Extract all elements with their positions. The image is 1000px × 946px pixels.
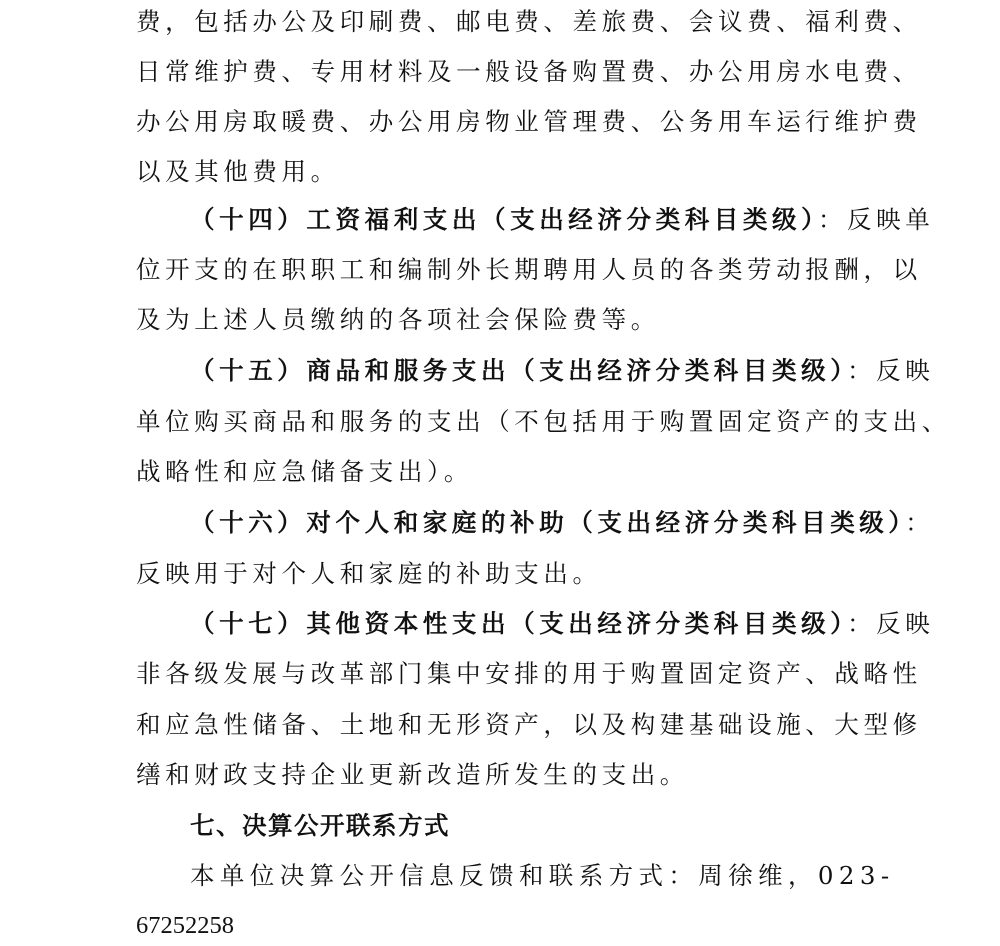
section-16-title: （十六）对个人和家庭的补助（支出经济分类科目类级） [190,508,906,537]
section-17-lead: ：反映 [847,609,935,638]
section-16-first-line [190,503,934,543]
paragraph-line: 战略性和应急储备支出）。 [136,457,473,486]
paragraph-line: 费，包括办公及印刷费、邮电费、差旅费、会议费、福利费、 [136,7,922,36]
paragraph-line: 以及其他费用。 [136,157,340,186]
paragraph-line: 单位购买商品和服务的支出（不包括用于购置固定资产的支出、 [136,407,951,436]
paragraph-line: 和应急性储备、土地和无形资产，以及构建基础设施、大型修 [136,710,922,739]
section-15-title: （十五）商品和服务支出（支出经济分类科目类级） [190,356,848,385]
section-14-first-line [190,200,934,240]
section-17-title: （十七）其他资本性支出（支出经济分类科目类级） [190,609,848,638]
section-15-first-line [190,351,934,391]
paragraph-line: 日常维护费、专用材料及一般设备购置费、办公用房水电费、 [136,57,922,86]
contact-line: 本单位决算公开信息反馈和联系方式：周徐维，023- [190,861,895,890]
section-7-heading: 七、决算公开联系方式 [190,811,450,840]
paragraph-line: 非各级发展与改革部门集中安排的用于购置固定资产、战略性 [136,659,922,688]
section-16-lead: ： [905,508,935,537]
paragraph-line: 位开支的在职职工和编制外长期聘用人员的各类劳动报酬，以 [136,255,922,284]
paragraph-line: 办公用房取暖费、办公用房物业管理费、公务用车运行维护费 [136,107,922,136]
paragraph-line: 反映用于对个人和家庭的补助支出。 [136,559,602,588]
section-17-first-line [190,604,934,644]
paragraph-line: 及为上述人员缴纳的各项社会保险费等。 [136,305,660,334]
section-14-lead: ：反映单 [817,205,935,234]
contact-phone-number: 67252258 [136,912,234,939]
section-15-lead: ：反映 [847,356,935,385]
section-14-title: （十四）工资福利支出（支出经济分类科目类级） [190,205,818,234]
paragraph-line: 缮和财政支持企业更新改造所发生的支出。 [136,760,689,789]
